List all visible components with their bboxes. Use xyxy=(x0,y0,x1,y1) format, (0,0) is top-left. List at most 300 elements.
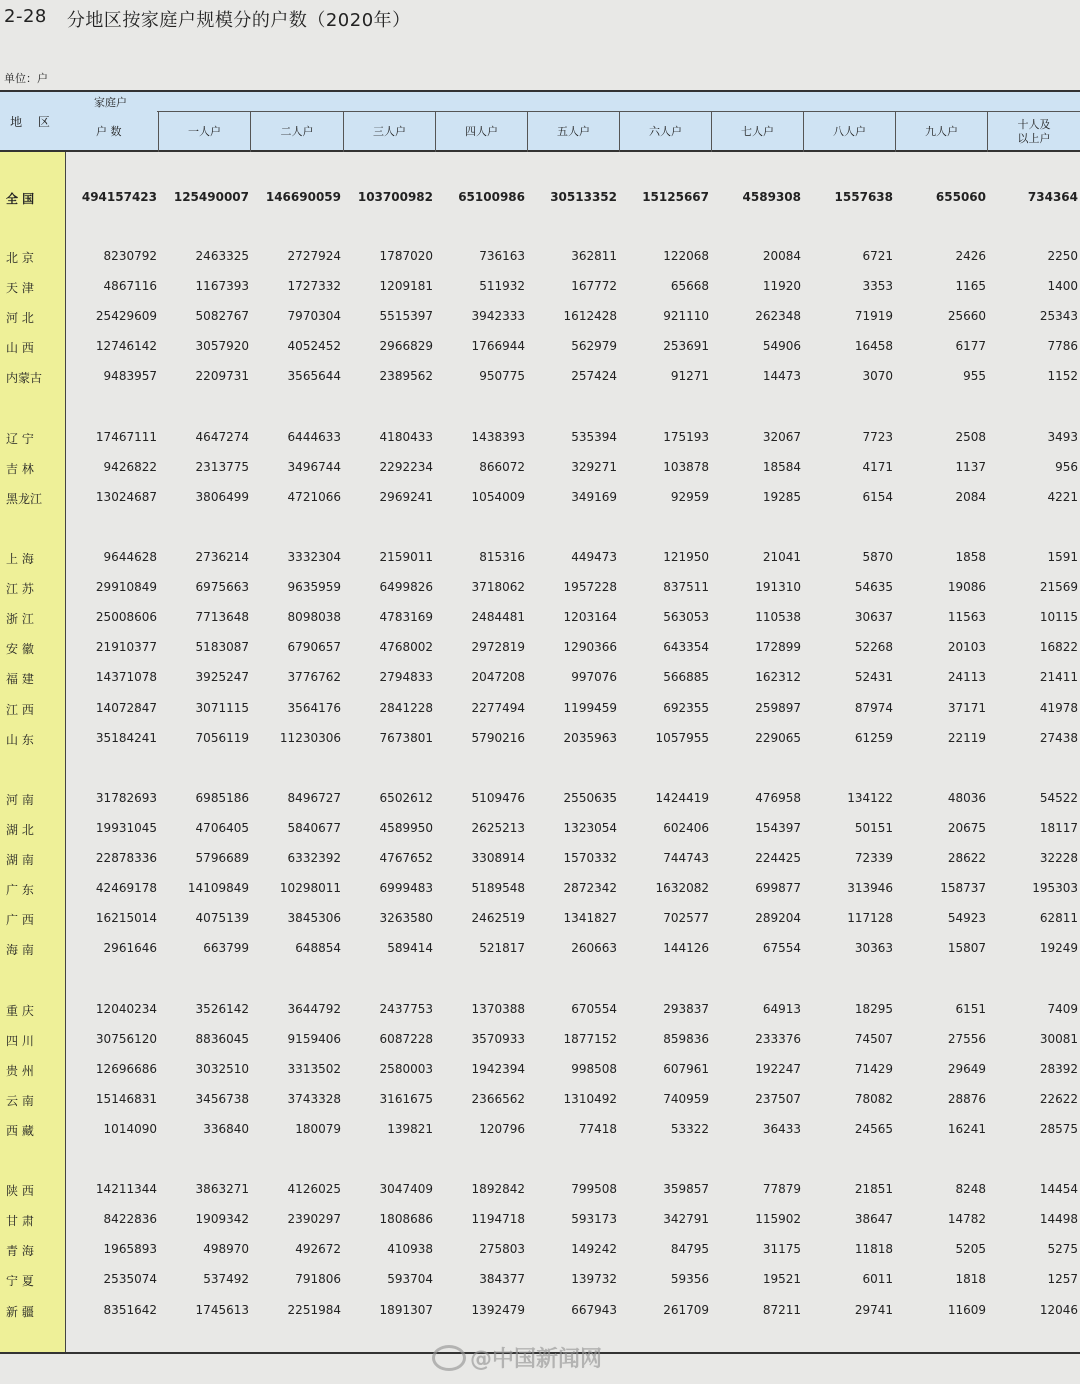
table-cell: 8422836 xyxy=(103,1212,157,1227)
table-cell: 38647 xyxy=(854,1212,893,1227)
table-cell: 1137 xyxy=(955,459,986,474)
table-cell: 192247 xyxy=(755,1061,801,1076)
table-cell: 566885 xyxy=(663,670,709,685)
table-cell: 537492 xyxy=(203,1272,249,1287)
table-row xyxy=(0,789,1080,807)
table-cell: 2794833 xyxy=(379,670,433,685)
table-cell: 8351642 xyxy=(103,1302,157,1317)
table-cell: 6087228 xyxy=(379,1031,433,1046)
table-cell: 4221 xyxy=(1047,489,1078,504)
table-cell: 24565 xyxy=(854,1121,893,1136)
table-row xyxy=(0,247,1080,265)
table-cell: 17467111 xyxy=(95,429,157,444)
table-row xyxy=(0,458,1080,476)
header-cell xyxy=(527,112,619,152)
region-name: 内蒙古 xyxy=(6,371,43,386)
table-cell: 1942394 xyxy=(471,1061,525,1076)
table-cell: 18584 xyxy=(762,459,801,474)
table-cell: 1310492 xyxy=(563,1091,617,1106)
table-cell: 110538 xyxy=(755,610,801,625)
table-cell: 77418 xyxy=(578,1121,617,1136)
table-cell: 1194718 xyxy=(471,1212,525,1227)
table-title: 分地区按家庭户规模分的户数（2020年） xyxy=(66,10,411,31)
table-cell: 2426 xyxy=(955,249,986,263)
table-cell: 52268 xyxy=(854,640,893,655)
table-cell: 1570332 xyxy=(563,851,617,865)
table-cell: 14371078 xyxy=(95,670,157,685)
table-row xyxy=(0,548,1080,566)
table-cell: 5790216 xyxy=(471,730,525,745)
table-row xyxy=(0,608,1080,626)
table-cell: 259897 xyxy=(755,700,801,715)
table-cell: 1203164 xyxy=(563,610,617,625)
table-cell: 11920 xyxy=(762,279,801,294)
table-cell: 3032510 xyxy=(195,1061,249,1076)
table-cell: 103878 xyxy=(663,459,709,474)
table-cell: 5082767 xyxy=(195,309,249,324)
table-cell: 253691 xyxy=(663,339,709,354)
table-cell: 4052452 xyxy=(287,339,341,354)
table-cell: 30637 xyxy=(854,610,893,625)
table-cell: 257424 xyxy=(571,369,617,384)
table-cell: 2462519 xyxy=(471,911,525,926)
table-cell: 31782693 xyxy=(95,790,157,805)
table-cell: 2508 xyxy=(955,429,986,444)
table-cell: 1858 xyxy=(955,550,986,564)
table-cell: 6721 xyxy=(862,249,893,263)
table-cell: 19249 xyxy=(1039,941,1078,956)
table-cell: 29741 xyxy=(854,1302,893,1317)
table-cell: 3263580 xyxy=(379,911,433,926)
table-cell: 20675 xyxy=(947,820,986,835)
table-cell: 62811 xyxy=(1039,911,1078,926)
table-cell: 9635959 xyxy=(287,580,341,595)
table-cell: 859836 xyxy=(663,1031,709,1046)
table-cell: 3496744 xyxy=(287,459,341,474)
table-cell: 593704 xyxy=(387,1272,433,1287)
table-cell: 122068 xyxy=(663,249,709,263)
region-name: 天 津 xyxy=(6,281,34,296)
table-cell: 5275 xyxy=(1047,1242,1078,1257)
table-cell: 494157423 xyxy=(81,190,157,204)
table-cell: 10115 xyxy=(1039,610,1078,625)
table-cell: 18295 xyxy=(854,1001,893,1016)
table-cell: 74507 xyxy=(854,1031,893,1046)
header-cell xyxy=(343,112,435,152)
table-cell: 15807 xyxy=(947,941,986,956)
table-cell: 21910377 xyxy=(95,640,157,655)
table-cell: 1054009 xyxy=(471,489,525,504)
region-name: 广 西 xyxy=(6,913,34,928)
table-cell: 11563 xyxy=(947,610,986,625)
table-cell: 2389562 xyxy=(379,369,433,384)
table-cell: 1957228 xyxy=(563,580,617,595)
table-cell: 54635 xyxy=(854,580,893,595)
table-cell: 667943 xyxy=(571,1302,617,1317)
table-cell: 1877152 xyxy=(563,1031,617,1046)
table-cell: 2390297 xyxy=(287,1212,341,1227)
unit-label: 单位：户 xyxy=(4,72,48,85)
table-cell: 8496727 xyxy=(287,790,341,805)
table-cell: 9426822 xyxy=(103,459,157,474)
table-cell: 1438393 xyxy=(471,429,525,444)
table-cell: 492672 xyxy=(295,1242,341,1257)
table-row xyxy=(0,307,1080,325)
table-cell: 1818 xyxy=(955,1272,986,1287)
table-cell: 1808686 xyxy=(379,1212,433,1227)
table-cell: 91271 xyxy=(670,369,709,384)
header-cell-label: 四人户 xyxy=(465,124,498,138)
table-cell: 815316 xyxy=(479,550,525,564)
table-cell: 18117 xyxy=(1039,820,1078,835)
table-cell: 3644792 xyxy=(287,1001,341,1016)
table-cell: 359857 xyxy=(663,1182,709,1197)
data-table xyxy=(0,90,1080,1354)
table-cell: 19521 xyxy=(762,1272,801,1287)
table-cell: 12746142 xyxy=(95,339,157,354)
table-row xyxy=(0,729,1080,747)
table-cell: 16822 xyxy=(1039,640,1078,655)
table-cell: 9644628 xyxy=(103,550,157,564)
table-cell: 7673801 xyxy=(379,730,433,745)
header-cell xyxy=(250,112,343,152)
table-cell: 5796689 xyxy=(195,851,249,865)
table-cell: 6177 xyxy=(955,339,986,354)
table-cell: 6011 xyxy=(862,1272,893,1287)
header-cell-label: 二人户 xyxy=(280,124,314,138)
table-cell: 2580003 xyxy=(379,1061,433,1076)
table-cell: 1165 xyxy=(955,279,986,294)
header-cell-label: 户 数 xyxy=(96,124,122,138)
table-cell: 1209181 xyxy=(379,279,433,294)
table-cell: 3332304 xyxy=(287,550,341,564)
region-name: 吉 林 xyxy=(6,461,34,476)
table-cell: 61259 xyxy=(854,730,893,745)
region-name: 陕 西 xyxy=(6,1184,34,1199)
table-cell: 3718062 xyxy=(471,580,525,595)
table-cell: 1909342 xyxy=(195,1212,249,1227)
table-cell: 736163 xyxy=(479,249,525,263)
table-cell: 3047409 xyxy=(379,1182,433,1197)
table-cell: 563053 xyxy=(663,610,709,625)
table-cell: 5870 xyxy=(862,550,893,564)
table-cell: 103700982 xyxy=(357,190,433,204)
region-name: 广 东 xyxy=(6,883,34,898)
header-cell-label: 三人户 xyxy=(373,124,406,138)
table-cell: 144126 xyxy=(663,941,709,956)
table-cell: 180079 xyxy=(295,1121,341,1136)
table-row xyxy=(0,819,1080,837)
table-cell: 4180433 xyxy=(379,429,433,444)
table-cell: 121950 xyxy=(663,550,709,564)
total-row xyxy=(0,188,1080,206)
table-cell: 589414 xyxy=(387,941,433,956)
table-cell: 21569 xyxy=(1039,580,1078,595)
table-cell: 6154 xyxy=(862,489,893,504)
region-name: 青 海 xyxy=(6,1244,34,1259)
table-cell: 5183087 xyxy=(195,640,249,655)
region-name: 重 庆 xyxy=(6,1003,34,1018)
table-cell: 3071115 xyxy=(195,700,249,715)
table-cell: 28575 xyxy=(1039,1121,1078,1136)
table-cell: 1766944 xyxy=(471,339,525,354)
region-name: 湖 南 xyxy=(6,853,34,867)
header-cell xyxy=(803,112,895,152)
table-cell: 2727924 xyxy=(287,249,341,263)
table-cell: 3353 xyxy=(862,279,893,294)
table-cell: 65100986 xyxy=(458,190,525,204)
table-cell: 19285 xyxy=(762,489,801,504)
table-cell: 21851 xyxy=(854,1182,893,1197)
table-cell: 3526142 xyxy=(195,1001,249,1016)
region-name: 山 西 xyxy=(6,341,34,356)
table-cell: 950775 xyxy=(479,369,525,384)
table-cell: 1257 xyxy=(1047,1272,1078,1287)
table-cell: 521817 xyxy=(479,941,525,956)
table-cell: 476958 xyxy=(755,790,801,805)
table-cell: 7409 xyxy=(1047,1001,1078,1016)
table-row xyxy=(0,1120,1080,1138)
table-cell: 30081 xyxy=(1039,1031,1078,1046)
table-cell: 146690059 xyxy=(265,190,341,204)
table-cell: 14782 xyxy=(947,1212,986,1227)
table-cell: 3565644 xyxy=(287,369,341,384)
table-cell: 8248 xyxy=(955,1182,986,1197)
table-cell: 6151 xyxy=(955,1001,986,1016)
table-cell: 195303 xyxy=(1032,881,1078,896)
table-row xyxy=(0,879,1080,897)
table-cell: 162312 xyxy=(755,670,801,685)
table-cell: 149242 xyxy=(571,1242,617,1257)
table-cell: 6444633 xyxy=(287,429,341,444)
table-cell: 4647274 xyxy=(195,429,249,444)
table-cell: 8098038 xyxy=(287,610,341,625)
table-cell: 1557638 xyxy=(834,190,893,204)
table-cell: 28622 xyxy=(947,851,986,865)
table-cell: 59356 xyxy=(670,1272,709,1287)
table-cell: 139821 xyxy=(387,1121,433,1136)
table-cell: 4767652 xyxy=(379,851,433,865)
table-cell: 14109849 xyxy=(187,881,249,896)
table-cell: 15146831 xyxy=(95,1091,157,1106)
table-row xyxy=(0,1030,1080,1048)
table-cell: 3776762 xyxy=(287,670,341,685)
table-cell: 4783169 xyxy=(379,610,433,625)
table-cell: 3057920 xyxy=(195,339,249,354)
table-cell: 1891307 xyxy=(379,1302,433,1317)
table-cell: 362811 xyxy=(571,249,617,263)
table-cell: 1424419 xyxy=(655,790,709,805)
table-cell: 4589308 xyxy=(742,190,801,204)
table-cell: 117128 xyxy=(847,911,893,926)
table-cell: 10298011 xyxy=(279,881,341,896)
table-cell: 35184241 xyxy=(95,730,157,745)
table-cell: 21041 xyxy=(762,550,801,564)
table-row xyxy=(0,939,1080,957)
table-cell: 8836045 xyxy=(195,1031,249,1046)
region-name: 黑龙江 xyxy=(6,491,43,506)
table-cell: 30363 xyxy=(854,941,893,956)
table-cell: 14498 xyxy=(1039,1212,1078,1227)
table-cell: 2550635 xyxy=(563,790,617,805)
region-name: 浙 江 xyxy=(6,612,34,627)
table-cell: 229065 xyxy=(755,730,801,745)
table-cell: 2159011 xyxy=(379,550,433,564)
table-cell: 5109476 xyxy=(471,790,525,805)
table-cell: 139732 xyxy=(571,1272,617,1287)
table-cell: 9159406 xyxy=(287,1031,341,1046)
table-cell: 53322 xyxy=(670,1121,709,1136)
header-cell-label: 八人户 xyxy=(833,124,866,138)
table-cell: 4867116 xyxy=(103,279,157,294)
table-row xyxy=(0,1301,1080,1319)
table-cell: 30756120 xyxy=(95,1031,157,1046)
table-cell: 2277494 xyxy=(471,700,525,715)
table-cell: 3313502 xyxy=(287,1061,341,1076)
table-cell: 15125667 xyxy=(642,190,709,204)
table-cell: 191310 xyxy=(755,580,801,595)
table-cell: 25343 xyxy=(1039,309,1078,324)
table-cell: 71919 xyxy=(854,309,893,324)
table-cell: 65668 xyxy=(670,279,709,294)
table-row xyxy=(0,578,1080,596)
region-name: 福 建 xyxy=(6,672,34,687)
table-cell: 3925247 xyxy=(195,670,249,685)
table-cell: 1167393 xyxy=(195,279,249,294)
table-cell: 593173 xyxy=(571,1212,617,1227)
table-cell: 837511 xyxy=(663,580,709,595)
table-cell: 1727332 xyxy=(287,279,341,294)
region-name: 海 南 xyxy=(6,943,34,958)
table-cell: 29649 xyxy=(947,1061,986,1076)
table-cell: 14473 xyxy=(762,369,801,384)
table-row xyxy=(0,1000,1080,1018)
table-cell: 8230792 xyxy=(103,249,157,263)
table-cell: 16241 xyxy=(947,1121,986,1136)
header-cell-label: 七人户 xyxy=(741,124,774,138)
table-cell: 3570933 xyxy=(471,1031,525,1046)
table-cell: 19931045 xyxy=(95,820,157,835)
table-cell: 2463325 xyxy=(195,249,249,263)
table-cell: 14454 xyxy=(1039,1182,1078,1197)
table-cell: 4126025 xyxy=(287,1182,341,1197)
header-cell xyxy=(987,112,1080,152)
table-cell: 602406 xyxy=(663,820,709,835)
table-cell: 699877 xyxy=(755,881,801,896)
table-cell: 12046 xyxy=(1039,1302,1078,1317)
table-cell: 607961 xyxy=(663,1061,709,1076)
table-cell: 12696686 xyxy=(95,1061,157,1076)
table-cell: 11230306 xyxy=(279,730,341,745)
table-cell: 1014090 xyxy=(103,1121,157,1136)
region-name: 安 徽 xyxy=(6,642,34,657)
table-cell: 31175 xyxy=(762,1242,801,1257)
table-cell: 14211344 xyxy=(95,1182,157,1197)
table-cell: 78082 xyxy=(854,1091,893,1106)
table-cell: 1057955 xyxy=(655,730,709,745)
header-cell xyxy=(895,112,987,152)
table-cell: 92959 xyxy=(670,489,709,504)
table-cell: 4171 xyxy=(862,459,893,474)
table-cell: 6332392 xyxy=(287,851,341,865)
table-cell: 4721066 xyxy=(287,489,341,504)
table-cell: 13024687 xyxy=(95,489,157,504)
table-cell: 2969241 xyxy=(379,489,433,504)
table-cell: 313946 xyxy=(847,881,893,896)
table-cell: 42469178 xyxy=(95,881,157,896)
table-cell: 1370388 xyxy=(471,1001,525,1016)
table-cell: 6999483 xyxy=(379,881,433,896)
table-cell: 1892842 xyxy=(471,1182,525,1197)
table-cell: 5205 xyxy=(955,1242,986,1257)
table-cell: 11818 xyxy=(854,1242,893,1257)
header-group-label: 家庭户 xyxy=(94,96,127,109)
region-name: 云 南 xyxy=(6,1093,34,1108)
region-name: 贵 州 xyxy=(6,1063,34,1078)
table-cell: 84795 xyxy=(670,1242,709,1257)
table-cell: 2437753 xyxy=(379,1001,433,1016)
table-cell: 3845306 xyxy=(287,911,341,926)
table-cell: 22622 xyxy=(1039,1091,1078,1106)
table-cell: 2484481 xyxy=(471,610,525,625)
header-cell-label: 六人户 xyxy=(649,124,682,138)
page-title xyxy=(4,6,411,32)
table-cell: 54522 xyxy=(1039,790,1078,805)
table-cell: 25429609 xyxy=(95,309,157,324)
table-cell: 1965893 xyxy=(103,1242,157,1257)
table-cell: 16215014 xyxy=(95,911,157,926)
table-cell: 30513352 xyxy=(550,190,617,204)
table-cell: 12040234 xyxy=(95,1001,157,1016)
region-name: 江 西 xyxy=(6,702,34,717)
table-cell: 54923 xyxy=(947,911,986,926)
table-cell: 7786 xyxy=(1047,339,1078,354)
table-cell: 3942333 xyxy=(471,309,525,324)
table-cell: 2035963 xyxy=(563,730,617,745)
table-cell: 4075139 xyxy=(195,911,249,926)
table-row xyxy=(0,337,1080,355)
header-cell-label: 五人户 xyxy=(557,124,590,138)
table-cell: 643354 xyxy=(663,640,709,655)
table-cell: 866072 xyxy=(479,459,525,474)
table-cell: 71429 xyxy=(854,1061,893,1076)
table-cell: 384377 xyxy=(479,1272,525,1287)
table-cell: 2872342 xyxy=(563,881,617,896)
table-cell: 2251984 xyxy=(287,1302,341,1317)
table-cell: 125490007 xyxy=(173,190,249,204)
table-cell: 262348 xyxy=(755,309,801,324)
table-cell: 5515397 xyxy=(379,309,433,324)
table-cell: 998508 xyxy=(571,1061,617,1076)
table-row xyxy=(0,668,1080,686)
table-cell: 50151 xyxy=(854,820,893,835)
table-cell: 275803 xyxy=(479,1242,525,1257)
table-cell: 498970 xyxy=(203,1242,249,1257)
table-cell: 2736214 xyxy=(195,550,249,564)
table-cell: 167772 xyxy=(571,279,617,294)
table-cell: 48036 xyxy=(947,790,986,805)
table-cell: 6502612 xyxy=(379,790,433,805)
table-cell: 1612428 xyxy=(563,309,617,324)
header-cell xyxy=(66,112,158,152)
table-cell: 1392479 xyxy=(471,1302,525,1317)
region-name: 西 藏 xyxy=(6,1123,34,1138)
region-name: 宁 夏 xyxy=(6,1274,34,1289)
table-cell: 1290366 xyxy=(563,640,617,655)
table-cell: 233376 xyxy=(755,1031,801,1046)
watermark-text: @中国新闻网 xyxy=(470,1347,603,1372)
table-cell: 175193 xyxy=(663,429,709,444)
